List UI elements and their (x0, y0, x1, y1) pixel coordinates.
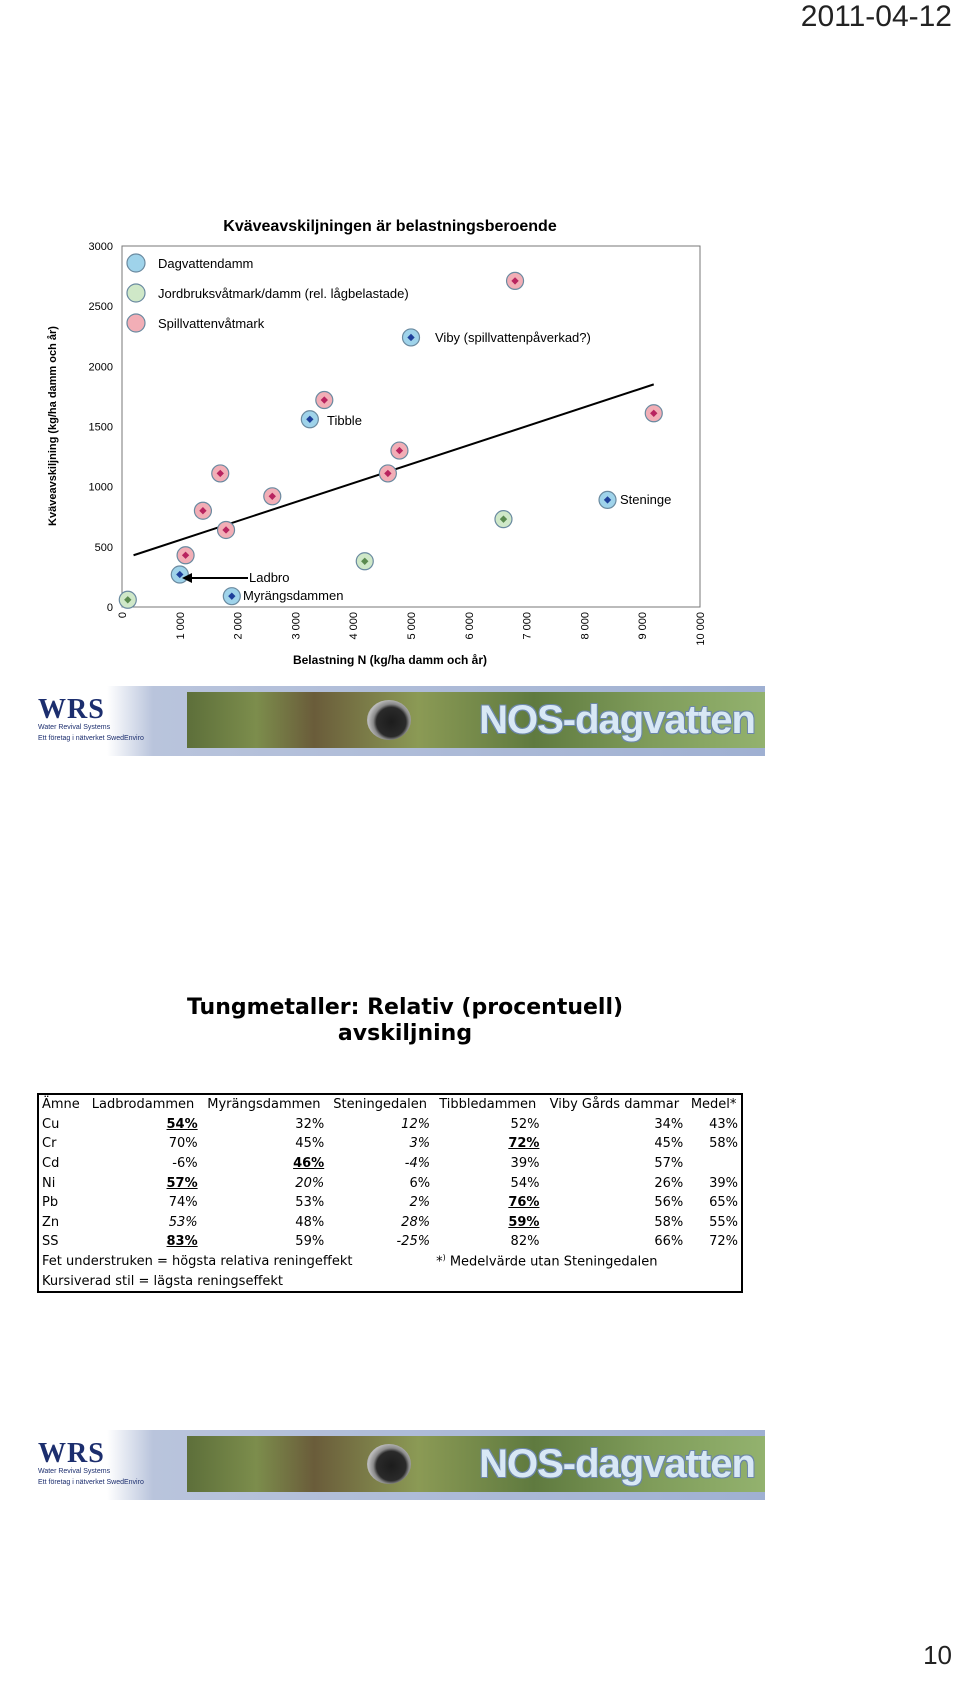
table-cell: 46% (293, 1156, 325, 1172)
table-row (39, 1193, 741, 1213)
table-row (39, 1134, 741, 1154)
x-tick-label: 0 (117, 612, 129, 619)
annotation-label: Steninge (620, 492, 672, 507)
logo-text: WRS (38, 1438, 105, 1469)
banner-photo (187, 692, 765, 748)
table-cell: 28% (401, 1214, 431, 1230)
table-cell: 2% (409, 1195, 431, 1211)
table-cell: 20% (295, 1175, 325, 1191)
column-header: Tibbledammen (439, 1097, 537, 1113)
table-cell: Zn (42, 1214, 60, 1230)
y-tick-label: 3000 (88, 241, 113, 253)
table-cell: -6% (172, 1156, 198, 1172)
y-axis-label: Kväveavskiljning (kg/ha damm och år) (47, 326, 59, 526)
column-header: Viby Gårds dammar (549, 1097, 680, 1113)
table-cell: 74% (168, 1195, 198, 1211)
table-cell: 59% (508, 1214, 540, 1230)
table-cell: -25% (396, 1234, 431, 1250)
logo-tagline: Ett företag i nätverket SwedEnviro (38, 735, 144, 742)
x-tick-label: 10 000 (695, 612, 707, 646)
x-tick-label: 9 000 (637, 612, 650, 640)
column-header: Medel* (690, 1097, 737, 1113)
table-cell: 6% (409, 1175, 431, 1191)
x-tick-label: 2 000 (232, 612, 245, 640)
table-cell: 58% (709, 1136, 738, 1152)
note-mean (433, 1252, 741, 1272)
table-cell: 26% (654, 1175, 684, 1191)
table-cell: 58% (654, 1214, 684, 1230)
note-star: * (436, 1254, 443, 1270)
x-tick-label: 3 000 (290, 612, 303, 640)
y-tick-label: 0 (106, 602, 113, 614)
table-cell: Cr (42, 1136, 57, 1152)
table-cell: Pb (42, 1195, 59, 1211)
table-cell: Ni (42, 1175, 56, 1191)
y-tick-label: 1500 (88, 421, 113, 434)
table-cell: 54% (510, 1175, 540, 1191)
table-cell: 76% (508, 1195, 540, 1211)
annotation-label: Viby (spillvattenpåverkad?) (435, 330, 591, 345)
table-cell: 82% (510, 1234, 540, 1250)
table-cell: 45% (654, 1136, 684, 1152)
logo-subtitle: Water Revival Systems (38, 724, 111, 731)
x-tick-label: 8 000 (579, 612, 592, 640)
metals-table (37, 1093, 743, 1293)
table-cell: 70% (168, 1136, 198, 1152)
x-tick-label: 6 000 (463, 612, 476, 640)
document-date: 2011-04-12 (800, 0, 952, 33)
annotation-label: Tibble (327, 413, 362, 428)
table-row (39, 1173, 741, 1193)
banner-photo (187, 1436, 765, 1492)
y-tick-label: 500 (94, 541, 113, 554)
table-cell: Cd (42, 1156, 60, 1172)
table-cell: Cu (42, 1116, 60, 1132)
table-cell: 32% (295, 1116, 325, 1132)
logo-subtitle: Water Revival Systems (38, 1468, 111, 1475)
x-axis-label: Belastning N (kg/ha damm och år) (292, 653, 488, 667)
table-cell: 52% (510, 1116, 540, 1132)
table-row (39, 1232, 741, 1252)
y-tick-label: 1000 (88, 481, 113, 494)
legend-label: Dagvattendamm (158, 256, 254, 271)
annotation-label: Ladbro (249, 570, 290, 585)
table-cell: 12% (401, 1116, 431, 1132)
note-mean-text: Medelvärde utan Steningedalen (445, 1254, 658, 1270)
column-header: Ämne (42, 1097, 80, 1113)
column-header: Steningedalen (333, 1097, 428, 1113)
table-row (39, 1154, 741, 1174)
table-cell: 66% (654, 1234, 684, 1250)
table-cell: 3% (409, 1136, 431, 1152)
note-bold-meaning: Fet understruken = högsta relativa reningeffekt (42, 1254, 353, 1270)
note-star-sup: ) (442, 1253, 446, 1263)
table-cell: 39% (510, 1156, 540, 1172)
x-tick-label: 5 000 (406, 612, 418, 640)
table-cell: 53% (168, 1214, 198, 1230)
table-header-row (39, 1095, 741, 1115)
chart-title: Kväveavskiljningen är belastningsberoende (223, 218, 557, 235)
legend-swatch (127, 254, 145, 272)
table-title-line1: Tungmetaller: Relativ (procentuell) (186, 995, 624, 1020)
table-cell: 57% (654, 1156, 684, 1172)
table-title (100, 995, 710, 1047)
page-number: 10 (923, 1640, 952, 1670)
table-cell: 43% (709, 1116, 738, 1132)
logo-tagline: Ett företag i nätverket SwedEnviro (38, 1479, 144, 1486)
y-tick-label: 2500 (88, 301, 113, 314)
note-italic-meaning: Kursiverad stil = lägsta reningseffekt (42, 1273, 284, 1289)
table-cell: 59% (295, 1234, 325, 1250)
x-tick-label: 7 000 (521, 612, 534, 640)
legend-swatch (127, 314, 145, 332)
logo-text: WRS (38, 694, 105, 725)
column-header: Myrängsdammen (207, 1097, 321, 1113)
legend-label: Spillvattenvåtmark (158, 316, 265, 331)
table-cell: 65% (709, 1195, 738, 1211)
x-tick-label: 4 000 (348, 612, 361, 640)
culvert-pipe-image (367, 1444, 411, 1484)
table-cell: 56% (654, 1195, 684, 1211)
footer-banner (0, 686, 765, 756)
table-cell: 34% (654, 1116, 684, 1132)
x-tick-label: 1 000 (174, 612, 187, 640)
column-header: Ladbrodammen (91, 1097, 195, 1113)
table-note-row (39, 1252, 741, 1272)
table-cell: 54% (166, 1116, 198, 1132)
y-tick-label: 2000 (88, 361, 113, 374)
product-name: NOS-dagvatten (479, 1442, 755, 1486)
table-title-line2: avskiljning (337, 1021, 473, 1046)
table-cell: SS (42, 1234, 59, 1250)
table-cell: 57% (166, 1175, 198, 1191)
product-name: NOS-dagvatten (479, 698, 755, 742)
table-cell: 45% (295, 1136, 325, 1152)
table-cell: 53% (295, 1195, 325, 1211)
footer-banner (0, 1430, 765, 1500)
wrs-logo (38, 1438, 188, 1486)
table-row (39, 1213, 741, 1233)
wrs-logo (38, 694, 188, 742)
culvert-pipe-image (367, 700, 411, 740)
table-cell: -4% (404, 1156, 431, 1172)
table-row (39, 1115, 741, 1135)
legend-label: Jordbruksvåtmark/damm (rel. lågbelastade) (158, 286, 409, 301)
legend-swatch (127, 284, 145, 302)
table-cell: 83% (166, 1234, 198, 1250)
table-cell: 72% (709, 1234, 738, 1250)
table-cell: 72% (508, 1136, 540, 1152)
table-cell: 55% (709, 1214, 738, 1230)
table-cell (686, 1154, 741, 1174)
scatter-chart (0, 0, 760, 680)
annotation-label: Myrängsdammen (243, 588, 344, 603)
table-cell: 48% (295, 1214, 325, 1230)
table-cell: 39% (709, 1175, 738, 1191)
table-note-row (39, 1271, 741, 1291)
